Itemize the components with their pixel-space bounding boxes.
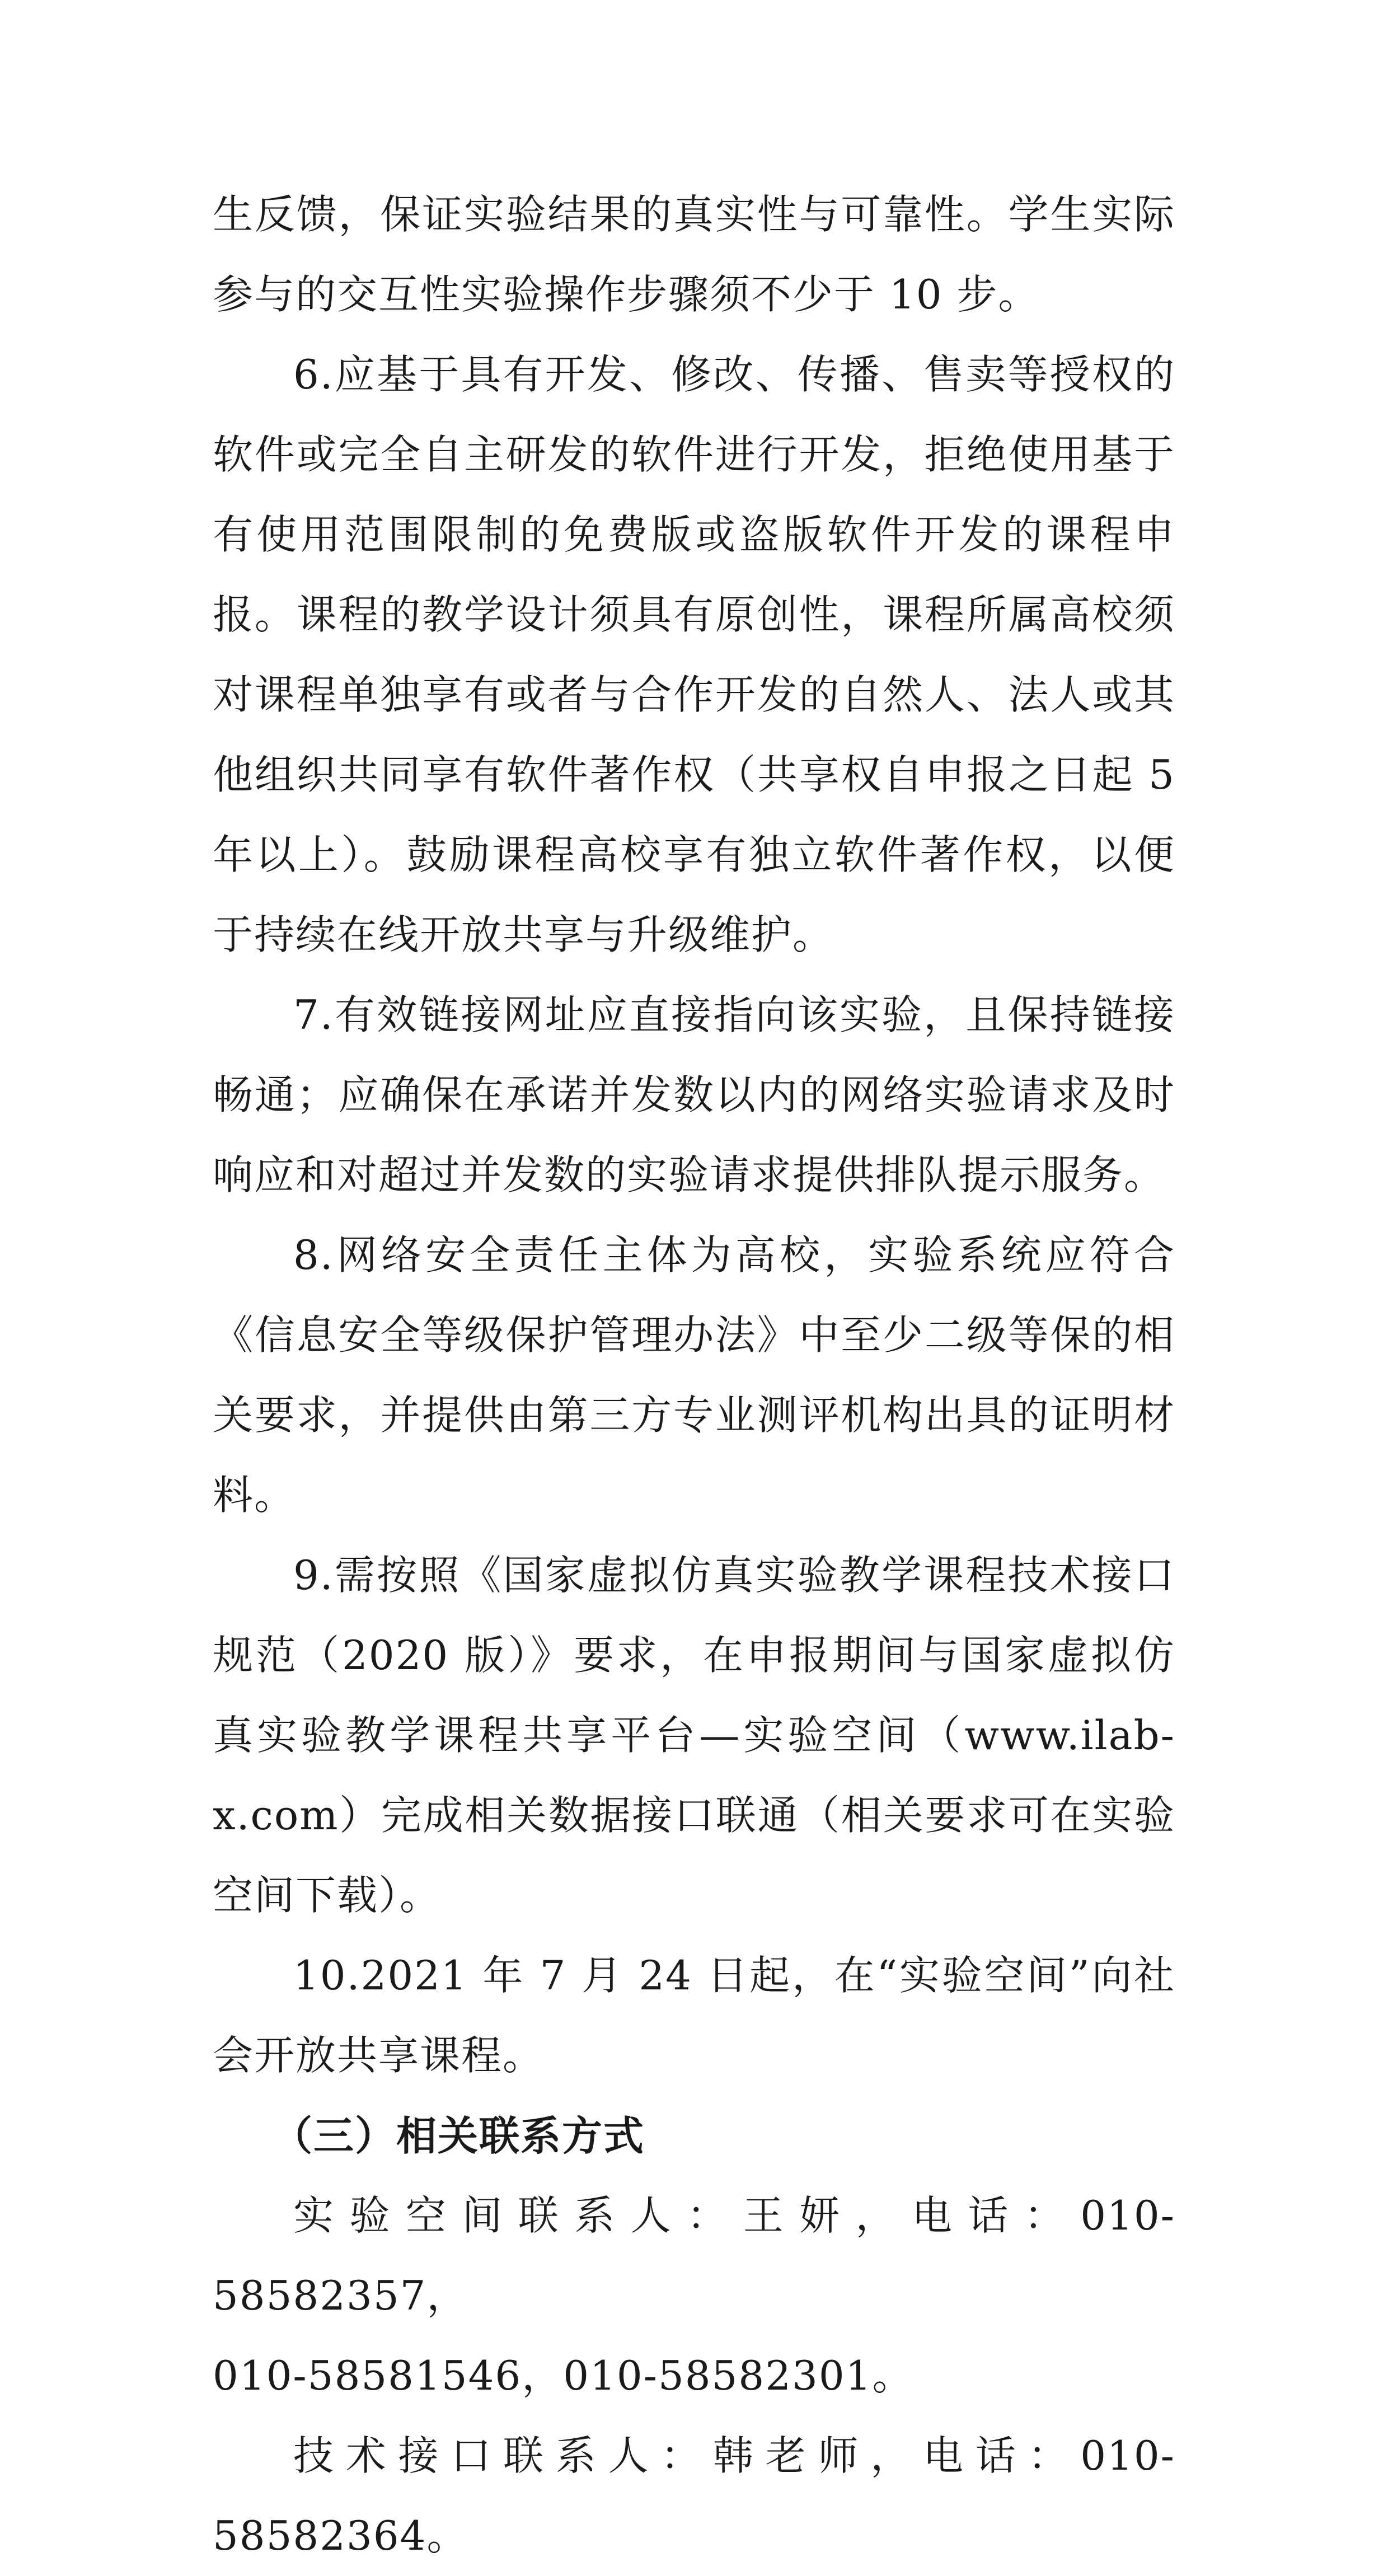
document-body [213,175,1175,2576]
section-heading-contacts: （三）相关联系方式 [272,2112,645,2160]
contact-experiment-space-line-1: 实验空间联系人：王妍，电话：010-58582357， [213,2192,1175,2319]
contact-experiment-space-line-2: 010-58581546，010-58582301。 [213,2352,914,2399]
paragraph-item-10: 10.2021 年 7 月 24 日起，在“实验空间”向社会开放共享课程。 [213,1952,1175,2079]
paragraph-item-6: 6.应基于具有开发、修改、传播、售卖等授权的软件或完全自主研发的软件进行开发，拒绝使用基于有使用范围限制的免费版或盗版软件开发的课程申报。课程的教学设计须具有原创性，课程所属高校须对课程单独享有或者与合作开发的自然人、法人或其他组织共同享有软件著作权（共享权自申报之日起 5 年以上）。鼓励课程高校享有独立软件著作权，以便于持续在线开放共享与升级维护。 [213,351,1175,958]
contact-technical-interface: 技术接口联系人：韩老师，电话：010-58582364。 [213,2432,1175,2559]
paragraph-item-7: 7.有效链接网址应直接指向该实验，且保持链接畅通；应确保在承诺并发数以内的网络实验请求及时响应和对超过并发数的实验请求提供排队提示服务。 [213,991,1175,1198]
paragraph-continuation: 生反馈，保证实验结果的真实性与可靠性。学生实际参与的交互性实验操作步骤须不少于 10 步。 [213,191,1175,318]
paragraph-item-9: 9.需按照《国家虚拟仿真实验教学课程技术接口规范（2020 版）》要求，在申报期间与国家虚拟仿真实验教学课程共享平台—实验空间（www.ilab-x.com）完成相关数据接口联通（相关要求可在实验空间下载）。 [213,1552,1175,1919]
paragraph-item-8: 8.网络安全责任主体为高校，实验系统应符合《信息安全等级保护管理办法》中至少二级等保的相关要求，并提供由第三方专业测评机构出具的证明材料。 [213,1231,1175,1519]
